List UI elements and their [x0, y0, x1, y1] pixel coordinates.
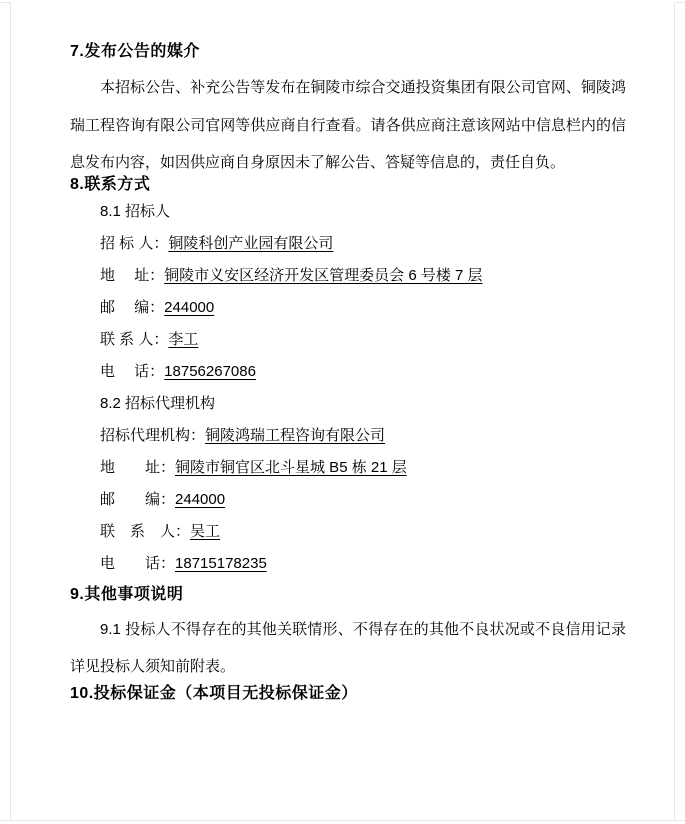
- document-content: [11, 2, 674, 705]
- section9-paragraph: 9.1 投标人不得存在的其他关联情形、不得存在的其他不良状况或不良信用记录详见投标人须知前附表。: [70, 620, 626, 675]
- section7-heading: 7.发布公告的媒介: [70, 43, 200, 60]
- tenderer-contact-label: 联 系 人：: [100, 330, 169, 348]
- agency-name-value: 铜陵鸿瑞工程咨询有限公司: [205, 426, 386, 444]
- agency-postcode-value: 244000: [175, 490, 226, 508]
- agency-postcode-row: [70, 484, 626, 516]
- tenderer-phone-label: 电 话：: [100, 362, 165, 380]
- section9-heading: 9.其他事项说明: [70, 585, 184, 603]
- tenderer-postcode-label: 邮 编：: [100, 298, 165, 316]
- section8-heading: 8.联系方式: [70, 175, 151, 193]
- tenderer-address-label: 地 址：: [100, 266, 165, 284]
- agency-phone-row: [70, 548, 626, 580]
- section8-2-subheading: 8.2 招标代理机构: [100, 394, 216, 412]
- tenderer-contact-row: [70, 324, 626, 356]
- tenderer-contact-value: 李工: [168, 330, 199, 348]
- tenderer-name-value: 铜陵科创产业园有限公司: [168, 234, 334, 252]
- tenderer-name-row: [70, 228, 626, 260]
- agency-contact-label: 联 系 人：: [100, 522, 191, 540]
- agency-address-row: [70, 452, 626, 484]
- agency-postcode-label: 邮 编：: [100, 490, 176, 508]
- agency-phone-label: 电 话：: [100, 554, 176, 572]
- section10-heading: 10.投标保证金（本项目无投标保证金）: [70, 684, 358, 702]
- section8-1-subheading: 8.1 招标人: [100, 202, 171, 220]
- agency-address-value: 铜陵市铜官区北斗星城 B5 栋 21 层: [175, 458, 407, 476]
- page-bottom-separator: [0, 820, 685, 821]
- agency-name-row: [70, 420, 626, 452]
- agency-contact-value: 吴工: [190, 522, 221, 540]
- agency-contact-row: [70, 516, 626, 548]
- agency-phone-value: 18715178235: [175, 554, 267, 572]
- tenderer-postcode-value: 244000: [164, 298, 215, 316]
- tenderer-name-label: 招 标 人：: [100, 234, 169, 252]
- document-page: [10, 2, 675, 820]
- tenderer-phone-row: [70, 356, 626, 388]
- tenderer-address-value: 铜陵市义安区经济开发区管理委员会 6 号楼 7 层: [164, 266, 483, 284]
- agency-name-label: 招标代理机构：: [100, 426, 206, 444]
- section7-paragraph: 本招标公告、补充公告等发布在铜陵市综合交通投资集团有限公司官网、铜陵鸿瑞工程咨询有限公司官网等供应商自行查看。请各供应商注意该网站中信息栏内的信息发布内容，如因供应商自身原因未了解公告、答疑等信息的，责任自负。: [70, 79, 626, 171]
- tenderer-phone-value: 18756267086: [164, 362, 256, 380]
- tenderer-postcode-row: [70, 292, 626, 324]
- agency-address-label: 地 址：: [100, 458, 176, 476]
- tenderer-address-row: [70, 260, 626, 292]
